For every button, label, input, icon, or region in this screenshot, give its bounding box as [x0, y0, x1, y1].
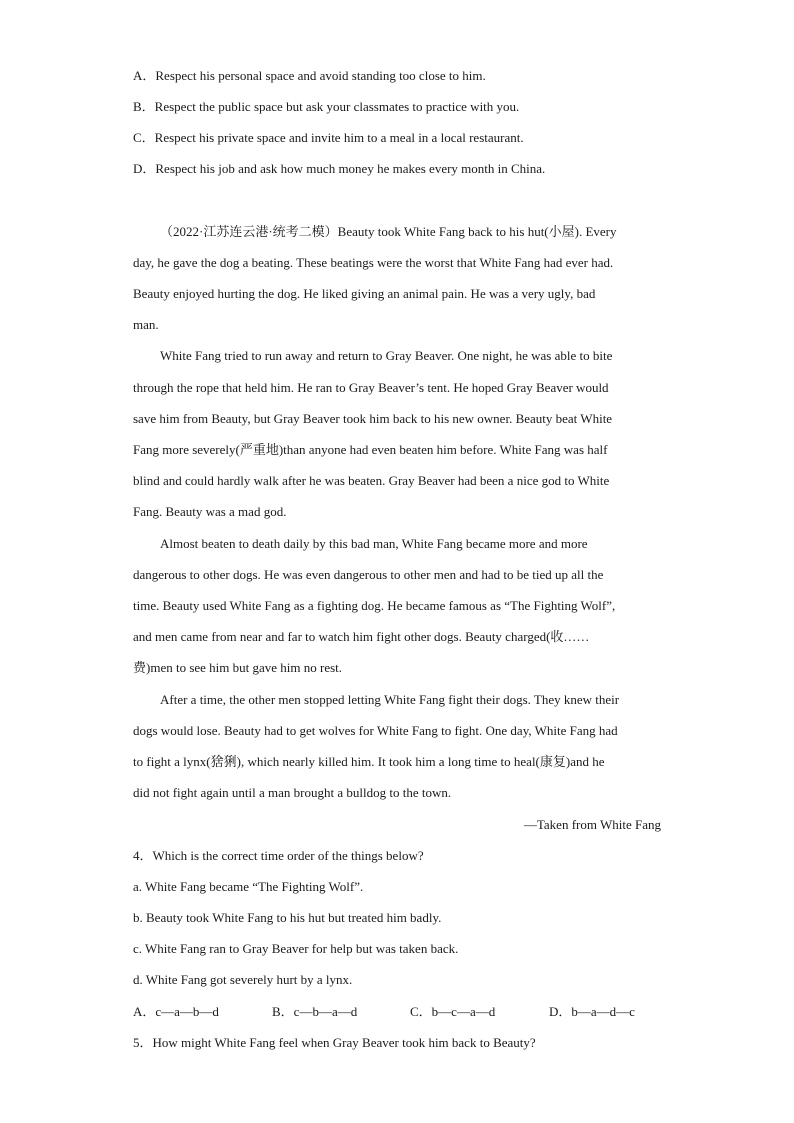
q4-option-d: D．b—a—d—c — [549, 1004, 635, 1019]
q4-option-c: C．b—c—a—d — [410, 1004, 496, 1019]
passage-line: Fang. Beauty was a mad god. — [133, 504, 287, 519]
q4-item-c: c. White Fang ran to Gray Beaver for help but was taken back. — [133, 941, 459, 956]
passage-source: —Taken from White Fang — [523, 817, 661, 832]
passage-line: blind and could hardly walk after he was beaten. Gray Beaver had been a nice god to White — [133, 473, 610, 488]
q4-item-d: d. White Fang got severely hurt by a lynx. — [133, 972, 353, 987]
passage-line: through the rope that held him. He ran to Gray Beaver’s tent. He hoped Gray Beaver would — [133, 380, 609, 395]
passage-line: did not fight again until a man brought a bulldog to the town. — [133, 785, 452, 800]
passage-line: and men came from near and far to watch him fight other dogs. Beauty charged(收…… — [133, 629, 590, 644]
passage-line: time. Beauty used White Fang as a fighting dog. He became famous as “The Fighting Wolf”, — [133, 598, 616, 613]
passage-line: save him from Beauty, but Gray Beaver took him back to his new owner. Beauty beat White — [133, 411, 613, 426]
q4-option-b: B．c—b—a—d — [272, 1004, 358, 1019]
q5-question: 5．How might White Fang feel when Gray Beaver took him back to Beauty? — [133, 1035, 536, 1050]
passage-line: White Fang tried to run away and return to Gray Beaver. One night, he was able to bite — [160, 348, 613, 363]
q4-item-a: a. White Fang became “The Fighting Wolf”. — [133, 879, 364, 894]
passage-line: Beauty enjoyed hurting the dog. He liked giving an animal pain. He was a very ugly, bad — [133, 286, 596, 301]
passage-line: dogs would lose. Beauty had to get wolves for White Fang to fight. One day, White Fang had — [133, 723, 618, 738]
q4-question: 4．Which is the correct time order of the things below? — [133, 848, 424, 863]
passage-line: 费)men to see him but gave him no rest. — [133, 660, 343, 675]
passage-line: dangerous to other dogs. He was even dangerous to other men and had to be tied up all the — [133, 567, 604, 582]
q4-option-a: A．c—a—b—d — [133, 1004, 219, 1019]
passage-line: man. — [133, 317, 159, 332]
passage-line: Almost beaten to death daily by this bad man, White Fang became more and more — [160, 536, 588, 551]
passage-line: day, he gave the dog a beating. These beatings were the worst that White Fang had ever had. — [133, 255, 614, 270]
q3-option-d: D．Respect his job and ask how much money he makes every month in China. — [133, 161, 546, 176]
passage-line: to fight a lynx(猞猁), which nearly killed him. It took him a long time to heal(康复)and he — [133, 754, 605, 769]
passage-line: （2022·江苏连云港·统考二模）Beauty took White Fang back to his hut(小屋). Every — [160, 224, 617, 239]
q3-option-a: A．Respect his personal space and avoid standing too close to him. — [133, 68, 486, 83]
q4-options — [133, 1004, 663, 1020]
q4-item-b: b. Beauty took White Fang to his hut but treated him badly. — [133, 910, 442, 925]
q3-option-c: C．Respect his private space and invite him to a meal in a local restaurant. — [133, 130, 524, 145]
passage-line: After a time, the other men stopped letting White Fang fight their dogs. They knew their — [160, 692, 620, 707]
passage-line: Fang more severely(严重地)than anyone had even beaten him before. White Fang was half — [133, 442, 608, 457]
q3-option-b: B．Respect the public space but ask your classmates to practice with you. — [133, 99, 520, 114]
